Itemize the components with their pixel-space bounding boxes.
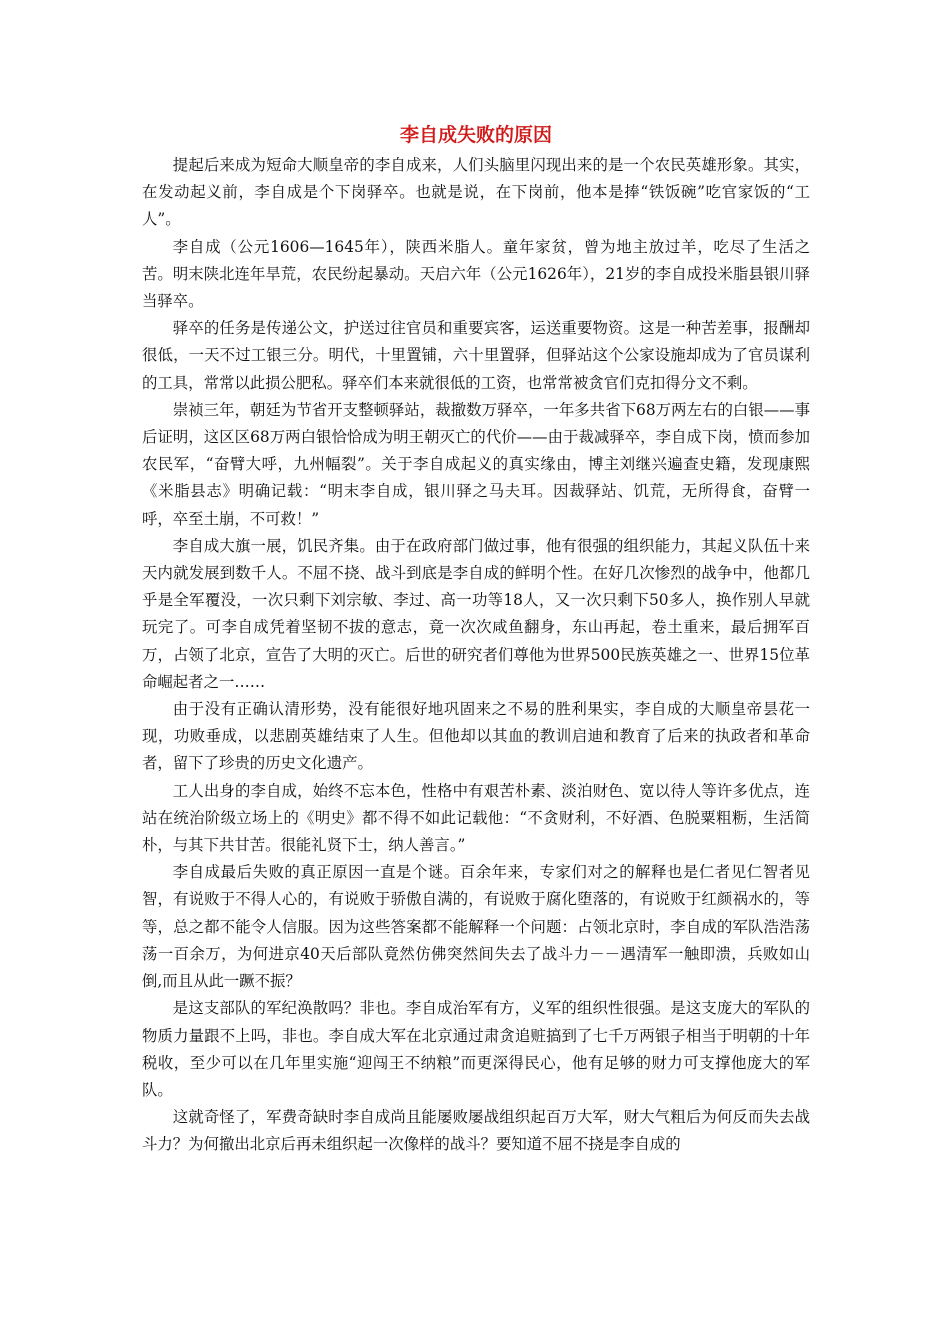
paragraph-3: 驿卒的任务是传递公文，护送过往官员和重要宾客，运送重要物资。这是一种苦差事，报酬却很低，一天不过工银三分。明代，十里置铺，六十里置驿，但驿站这个公家设施却成为了官员谋利的工具，常常以此损公肥私。驿卒们本来就很低的工资，也常常被贪官们克扣得分文不剩。 <box>142 319 810 392</box>
paragraph-2: 李自成（公元1606—1645年），陕西米脂人。童年家贫，曾为地主放过羊，吃尽了生活之苦。明末陕北连年旱荒，农民纷起暴动。天启六年（公元1626年），21岁的李自成投米脂县银川驿当驿卒。 <box>142 237 810 311</box>
paragraph-8: 李自成最后失败的真正原因一直是个谜。百余年来，专家们对之的解释也是仁者见仁智者见智，有说败于不得人心的，有说败于骄傲自满的，有说败于腐化堕落的，有说败于红颜祸水的，等等，总之都不能令人信服。因为这些答案都不能解释一个问题：占领北京时，李自成的军队浩浩荡荡一百余万，为何进京40天后部队竟然仿佛突然间失去了战斗力－－遇清军一触即溃，兵败如山倒,而且从此一蹶不振？ <box>142 863 810 991</box>
paragraph-10: 这就奇怪了，军费奇缺时李自成尚且能屡败屡战组织起百万大军，财大气粗后为何反而失去战斗力？为何撤出北京后再未组织起一次像样的战斗？要知道不屈不挠是李自成的 <box>142 1108 810 1154</box>
article-title: 李自成失败的原因 <box>399 124 552 146</box>
paragraph-7: 工人出身的李自成，始终不忘本色，性格中有艰苦朴素、淡泊财色、宽以待人等许多优点，连站在统治阶级立场上的《明史》都不得不如此记载他：“不贪财利，不好酒、色脱粟粗粝，生活简朴，与其下共甘苦。很能礼贤下士，纳人善言。” <box>142 781 810 855</box>
paragraph-6: 由于没有正确认清形势，没有能很好地巩固来之不易的胜利果实，李自成的大顺皇帝昙花一现，功败垂成，以悲剧英雄结束了人生。但他却以其血的教训启迪和教育了后来的执政者和革命者，留下了珍贵的历史文化遗产。 <box>142 700 810 773</box>
paragraph-1: 提起后来成为短命大顺皇帝的李自成来，人们头脑里闪现出来的是一个农民英雄形象。其实，在发动起义前，李自成是个下岗驿卒。也就是说，在下岗前，他本是捧“铁饭碗”吃官家饭的“工人”。 <box>142 156 810 229</box>
article-body <box>142 118 810 1159</box>
paragraph-9: 是这支部队的军纪涣散吗？非也。李自成治军有方，义军的组织性很强。是这支庞大的军队的物质力量跟不上吗，非也。李自成大军在北京通过肃贪追赃搞到了七千万两银子相当于明朝的十年税收，至少可以在几年里实施“迎闯王不纳粮”而更深得民心，他有足够的财力可支撑他庞大的军队。 <box>142 999 810 1099</box>
paragraph-5: 李自成大旗一展，饥民齐集。由于在政府部门做过事，他有很强的组织能力，其起义队伍十来天内就发展到数千人。不屈不挠、战斗到底是李自成的鲜明个性。在好几次惨烈的战争中，他都几乎是全军覆没，一次只剩下刘宗敏、李过、高一功等18人，又一次只剩下50多人，换作别人早就玩完了。可李自成凭着坚韧不拔的意志，竟一次次咸鱼翻身，东山再起，卷土重来，最后拥军百万，占领了北京，宣告了大明的灭亡。后世的研究者们尊他为世界500民族英雄之一、世界15位革命崛起者之一…… <box>142 536 810 691</box>
paragraph-4: 崇祯三年，朝廷为节省开支整顿驿站，裁撤数万驿卒，一年多共省下68万两左右的白银——事后证明，这区区68万两白银恰恰成为明王朝灭亡的代价——由于裁减驿卒，李自成下岗，愤而参加农民军，“奋臂大呼，九州幅裂”。关于李自成起义的真实缘由，博主刘继兴遍查史籍，发现康熙《米脂县志》明确记载：“明末李自成，银川驿之马夫耳。因裁驿站、饥荒，无所得食，奋臂一呼，卒至土崩，不可救！” <box>142 400 810 528</box>
